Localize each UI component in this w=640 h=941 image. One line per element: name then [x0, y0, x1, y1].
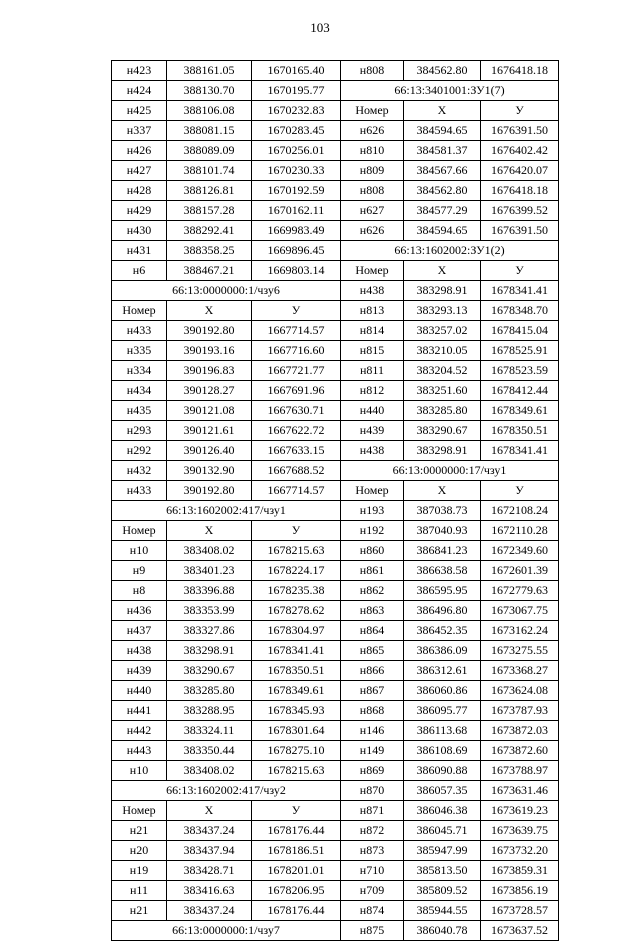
x-coordinate-cell: 383353.99 — [167, 601, 252, 621]
y-coordinate-cell: 1678301.64 — [252, 721, 341, 741]
x-coordinate-cell: 386057.35 — [404, 781, 481, 801]
y-coordinate-cell: 1673872.60 — [481, 741, 559, 761]
point-id-cell: н439 — [112, 661, 167, 681]
x-coordinate-cell: 384581.37 — [404, 141, 481, 161]
x-coordinate-cell: 388126.81 — [167, 181, 252, 201]
point-id-cell: н438 — [112, 641, 167, 661]
x-coordinate-cell: 386113.68 — [404, 721, 481, 741]
y-coordinate-cell: У — [481, 481, 559, 501]
x-coordinate-cell: 388106.08 — [167, 101, 252, 121]
y-coordinate-cell: 1678523.59 — [481, 361, 559, 381]
table-row — [112, 601, 559, 621]
x-coordinate-cell: 384577.29 — [404, 201, 481, 221]
y-coordinate-cell: 1669896.45 — [252, 241, 341, 261]
x-coordinate-cell: 383324.11 — [167, 721, 252, 741]
x-coordinate-cell: 385809.52 — [404, 881, 481, 901]
point-id-cell: н860 — [341, 541, 404, 561]
section-header: 66:13:1602002:ЗУ1(2) — [341, 241, 559, 261]
point-id-cell: н709 — [341, 881, 404, 901]
x-coordinate-cell: 386386.09 — [404, 641, 481, 661]
table-row — [112, 301, 559, 321]
section-header: 66:13:0000000:1/чзу7 — [112, 921, 341, 941]
x-coordinate-cell: 385944.55 — [404, 901, 481, 921]
point-id-cell: н863 — [341, 601, 404, 621]
table-row — [112, 281, 559, 301]
y-coordinate-cell: 1672108.24 — [481, 501, 559, 521]
y-coordinate-cell: 1673619.23 — [481, 801, 559, 821]
table-row — [112, 361, 559, 381]
point-id-cell: н425 — [112, 101, 167, 121]
point-id-cell: н337 — [112, 121, 167, 141]
x-coordinate-cell: X — [167, 301, 252, 321]
y-coordinate-cell: 1678176.44 — [252, 821, 341, 841]
x-coordinate-cell: 383285.80 — [404, 401, 481, 421]
point-id-cell: н20 — [112, 841, 167, 861]
table-row — [112, 701, 559, 721]
point-id-cell: Номер — [341, 261, 404, 281]
y-coordinate-cell: 1678415.04 — [481, 321, 559, 341]
point-id-cell: н861 — [341, 561, 404, 581]
point-id-cell: н814 — [341, 321, 404, 341]
y-coordinate-cell: 1673067.75 — [481, 601, 559, 621]
x-coordinate-cell: 388081.15 — [167, 121, 252, 141]
y-coordinate-cell: 1678349.61 — [252, 681, 341, 701]
table-row — [112, 441, 559, 461]
y-coordinate-cell: 1676391.50 — [481, 121, 559, 141]
coordinates-table — [111, 60, 559, 941]
point-id-cell: н428 — [112, 181, 167, 201]
table-row — [112, 561, 559, 581]
x-coordinate-cell: 388157.28 — [167, 201, 252, 221]
y-coordinate-cell: 1678278.62 — [252, 601, 341, 621]
x-coordinate-cell: X — [167, 801, 252, 821]
point-id-cell: н809 — [341, 161, 404, 181]
x-coordinate-cell: 383298.91 — [404, 441, 481, 461]
x-coordinate-cell: 383350.44 — [167, 741, 252, 761]
x-coordinate-cell: 390196.83 — [167, 361, 252, 381]
point-id-cell: н440 — [341, 401, 404, 421]
table-row — [112, 161, 559, 181]
point-id-cell: н443 — [112, 741, 167, 761]
x-coordinate-cell: 386046.38 — [404, 801, 481, 821]
table-row — [112, 321, 559, 341]
point-id-cell: н435 — [112, 401, 167, 421]
y-coordinate-cell: 1678525.91 — [481, 341, 559, 361]
table-row — [112, 861, 559, 881]
point-id-cell: н293 — [112, 421, 167, 441]
x-coordinate-cell: 386452.35 — [404, 621, 481, 641]
point-id-cell: н812 — [341, 381, 404, 401]
point-id-cell: н865 — [341, 641, 404, 661]
y-coordinate-cell: 1673872.03 — [481, 721, 559, 741]
y-coordinate-cell: 1673732.20 — [481, 841, 559, 861]
y-coordinate-cell: 1678348.70 — [481, 301, 559, 321]
y-coordinate-cell: 1678235.38 — [252, 581, 341, 601]
x-coordinate-cell: 387038.73 — [404, 501, 481, 521]
point-id-cell: н874 — [341, 901, 404, 921]
x-coordinate-cell: 383401.23 — [167, 561, 252, 581]
point-id-cell: н872 — [341, 821, 404, 841]
x-coordinate-cell: 383428.71 — [167, 861, 252, 881]
y-coordinate-cell: 1678412.44 — [481, 381, 559, 401]
y-coordinate-cell: 1670195.77 — [252, 81, 341, 101]
x-coordinate-cell: 386841.23 — [404, 541, 481, 561]
x-coordinate-cell: 383408.02 — [167, 761, 252, 781]
x-coordinate-cell: 383327.86 — [167, 621, 252, 641]
table-row — [112, 541, 559, 561]
x-coordinate-cell: 383293.13 — [404, 301, 481, 321]
point-id-cell: н867 — [341, 681, 404, 701]
table-row — [112, 121, 559, 141]
y-coordinate-cell: 1669803.14 — [252, 261, 341, 281]
x-coordinate-cell: 386108.69 — [404, 741, 481, 761]
x-coordinate-cell: 383288.95 — [167, 701, 252, 721]
x-coordinate-cell: 390121.61 — [167, 421, 252, 441]
table-row — [112, 881, 559, 901]
x-coordinate-cell: 383285.80 — [167, 681, 252, 701]
y-coordinate-cell: 1667622.72 — [252, 421, 341, 441]
y-coordinate-cell: 1676418.18 — [481, 61, 559, 81]
table-row — [112, 341, 559, 361]
x-coordinate-cell: 384562.80 — [404, 61, 481, 81]
point-id-cell: н866 — [341, 661, 404, 681]
point-id-cell: н146 — [341, 721, 404, 741]
table-row — [112, 181, 559, 201]
x-coordinate-cell: 390126.40 — [167, 441, 252, 461]
x-coordinate-cell: 383257.02 — [404, 321, 481, 341]
x-coordinate-cell: 384594.65 — [404, 121, 481, 141]
point-id-cell: н862 — [341, 581, 404, 601]
table-row — [112, 681, 559, 701]
table-row — [112, 921, 559, 941]
point-id-cell: н433 — [112, 321, 167, 341]
y-coordinate-cell: 1667691.96 — [252, 381, 341, 401]
point-id-cell: н19 — [112, 861, 167, 881]
point-id-cell: н869 — [341, 761, 404, 781]
x-coordinate-cell: 388130.70 — [167, 81, 252, 101]
x-coordinate-cell: 385813.50 — [404, 861, 481, 881]
point-id-cell: н427 — [112, 161, 167, 181]
y-coordinate-cell: 1678224.17 — [252, 561, 341, 581]
point-id-cell: Номер — [112, 801, 167, 821]
point-id-cell: н870 — [341, 781, 404, 801]
y-coordinate-cell: 1678341.41 — [252, 641, 341, 661]
x-coordinate-cell: X — [167, 521, 252, 541]
x-coordinate-cell: 386595.95 — [404, 581, 481, 601]
section-header: 66:13:0000000:17/чзу1 — [341, 461, 559, 481]
x-coordinate-cell: 390128.27 — [167, 381, 252, 401]
point-id-cell: н438 — [341, 441, 404, 461]
y-coordinate-cell: 1676391.50 — [481, 221, 559, 241]
x-coordinate-cell: 386060.86 — [404, 681, 481, 701]
table-row — [112, 801, 559, 821]
x-coordinate-cell: 384562.80 — [404, 181, 481, 201]
y-coordinate-cell: 1676418.18 — [481, 181, 559, 201]
x-coordinate-cell: X — [404, 101, 481, 121]
x-coordinate-cell: 383437.94 — [167, 841, 252, 861]
y-coordinate-cell: 1667721.77 — [252, 361, 341, 381]
x-coordinate-cell: 386090.88 — [404, 761, 481, 781]
point-id-cell: н21 — [112, 821, 167, 841]
table-row — [112, 61, 559, 81]
x-coordinate-cell: 388358.25 — [167, 241, 252, 261]
point-id-cell: н871 — [341, 801, 404, 821]
x-coordinate-cell: 386040.78 — [404, 921, 481, 941]
x-coordinate-cell: 384594.65 — [404, 221, 481, 241]
point-id-cell: н437 — [112, 621, 167, 641]
table-row — [112, 841, 559, 861]
y-coordinate-cell: 1667714.57 — [252, 481, 341, 501]
table-row — [112, 741, 559, 761]
point-id-cell: н873 — [341, 841, 404, 861]
x-coordinate-cell: 383437.24 — [167, 901, 252, 921]
x-coordinate-cell: 390132.90 — [167, 461, 252, 481]
point-id-cell: н808 — [341, 181, 404, 201]
point-id-cell: н429 — [112, 201, 167, 221]
table-row — [112, 781, 559, 801]
table-row — [112, 421, 559, 441]
y-coordinate-cell: 1667688.52 — [252, 461, 341, 481]
table-row — [112, 221, 559, 241]
point-id-cell: н21 — [112, 901, 167, 921]
point-id-cell: н423 — [112, 61, 167, 81]
table-row — [112, 761, 559, 781]
point-id-cell: н868 — [341, 701, 404, 721]
y-coordinate-cell: 1676402.42 — [481, 141, 559, 161]
point-id-cell: н813 — [341, 301, 404, 321]
table-row — [112, 141, 559, 161]
y-coordinate-cell: У — [481, 101, 559, 121]
x-coordinate-cell: 388467.21 — [167, 261, 252, 281]
x-coordinate-cell: 386095.77 — [404, 701, 481, 721]
x-coordinate-cell: 383204.52 — [404, 361, 481, 381]
y-coordinate-cell: 1670232.83 — [252, 101, 341, 121]
y-coordinate-cell: 1672779.63 — [481, 581, 559, 601]
x-coordinate-cell: 390121.08 — [167, 401, 252, 421]
point-id-cell: н424 — [112, 81, 167, 101]
table-row — [112, 461, 559, 481]
x-coordinate-cell: 383437.24 — [167, 821, 252, 841]
point-id-cell: н442 — [112, 721, 167, 741]
y-coordinate-cell: 1678341.41 — [481, 281, 559, 301]
point-id-cell: н9 — [112, 561, 167, 581]
table-row — [112, 721, 559, 741]
x-coordinate-cell: 383416.63 — [167, 881, 252, 901]
point-id-cell: н436 — [112, 601, 167, 621]
point-id-cell: н335 — [112, 341, 167, 361]
table-row — [112, 261, 559, 281]
point-id-cell: н434 — [112, 381, 167, 401]
y-coordinate-cell: 1673856.19 — [481, 881, 559, 901]
page-number: 103 — [310, 20, 330, 35]
point-id-cell: н432 — [112, 461, 167, 481]
y-coordinate-cell: 1667714.57 — [252, 321, 341, 341]
table-row — [112, 641, 559, 661]
point-id-cell: н440 — [112, 681, 167, 701]
y-coordinate-cell: 1670162.11 — [252, 201, 341, 221]
point-id-cell: н626 — [341, 221, 404, 241]
y-coordinate-cell: У — [481, 261, 559, 281]
table-row — [112, 581, 559, 601]
x-coordinate-cell: 386638.58 — [404, 561, 481, 581]
y-coordinate-cell: 1678345.93 — [252, 701, 341, 721]
point-id-cell: Номер — [341, 481, 404, 501]
section-header: 66:13:1602002:417/чзу2 — [112, 781, 341, 801]
x-coordinate-cell: 390192.80 — [167, 481, 252, 501]
table-row — [112, 621, 559, 641]
x-coordinate-cell: 386496.80 — [404, 601, 481, 621]
x-coordinate-cell: 383251.60 — [404, 381, 481, 401]
y-coordinate-cell: 1673637.52 — [481, 921, 559, 941]
section-header: 66:13:0000000:1/чзу6 — [112, 281, 341, 301]
y-coordinate-cell: 1673162.24 — [481, 621, 559, 641]
y-coordinate-cell: 1673859.31 — [481, 861, 559, 881]
point-id-cell: н6 — [112, 261, 167, 281]
y-coordinate-cell: 1678349.61 — [481, 401, 559, 421]
y-coordinate-cell: 1678350.51 — [252, 661, 341, 681]
section-header: 66:13:1602002:417/чзу1 — [112, 501, 341, 521]
point-id-cell: н292 — [112, 441, 167, 461]
point-id-cell: н808 — [341, 61, 404, 81]
y-coordinate-cell: 1673788.97 — [481, 761, 559, 781]
x-coordinate-cell: 388101.74 — [167, 161, 252, 181]
y-coordinate-cell: 1673275.55 — [481, 641, 559, 661]
section-header: 66:13:3401001:ЗУ1(7) — [341, 81, 559, 101]
y-coordinate-cell: 1672349.60 — [481, 541, 559, 561]
y-coordinate-cell: 1667716.60 — [252, 341, 341, 361]
y-coordinate-cell: 1669983.49 — [252, 221, 341, 241]
point-id-cell: Номер — [112, 301, 167, 321]
point-id-cell: Номер — [112, 521, 167, 541]
x-coordinate-cell: 383408.02 — [167, 541, 252, 561]
y-coordinate-cell: 1678341.41 — [481, 441, 559, 461]
table-row — [112, 401, 559, 421]
y-coordinate-cell: 1678176.44 — [252, 901, 341, 921]
y-coordinate-cell: 1667633.15 — [252, 441, 341, 461]
x-coordinate-cell: 386045.71 — [404, 821, 481, 841]
x-coordinate-cell: 383290.67 — [167, 661, 252, 681]
table-row — [112, 81, 559, 101]
y-coordinate-cell: 1673639.75 — [481, 821, 559, 841]
x-coordinate-cell: 390193.16 — [167, 341, 252, 361]
x-coordinate-cell: 387040.93 — [404, 521, 481, 541]
table-row — [112, 821, 559, 841]
table-row — [112, 241, 559, 261]
x-coordinate-cell: 383396.88 — [167, 581, 252, 601]
table-row — [112, 661, 559, 681]
y-coordinate-cell: 1670192.59 — [252, 181, 341, 201]
point-id-cell: н438 — [341, 281, 404, 301]
x-coordinate-cell: 390192.80 — [167, 321, 252, 341]
y-coordinate-cell: 1678350.51 — [481, 421, 559, 441]
y-coordinate-cell: 1673624.08 — [481, 681, 559, 701]
point-id-cell: н11 — [112, 881, 167, 901]
point-id-cell: н875 — [341, 921, 404, 941]
point-id-cell: н430 — [112, 221, 167, 241]
point-id-cell: н433 — [112, 481, 167, 501]
y-coordinate-cell: 1676420.07 — [481, 161, 559, 181]
x-coordinate-cell: 385947.99 — [404, 841, 481, 861]
table-row — [112, 521, 559, 541]
y-coordinate-cell: 1678275.10 — [252, 741, 341, 761]
point-id-cell: н815 — [341, 341, 404, 361]
x-coordinate-cell: 388089.09 — [167, 141, 252, 161]
table-row — [112, 201, 559, 221]
table-row — [112, 901, 559, 921]
point-id-cell: н864 — [341, 621, 404, 641]
point-id-cell: н10 — [112, 541, 167, 561]
x-coordinate-cell: 383210.05 — [404, 341, 481, 361]
y-coordinate-cell: 1678215.63 — [252, 761, 341, 781]
y-coordinate-cell: 1670283.45 — [252, 121, 341, 141]
point-id-cell: н439 — [341, 421, 404, 441]
point-id-cell: н149 — [341, 741, 404, 761]
coordinates-table-body — [112, 61, 559, 941]
x-coordinate-cell: 384567.66 — [404, 161, 481, 181]
x-coordinate-cell: 383298.91 — [167, 641, 252, 661]
y-coordinate-cell: 1672601.39 — [481, 561, 559, 581]
y-coordinate-cell: 1667630.71 — [252, 401, 341, 421]
x-coordinate-cell: X — [404, 261, 481, 281]
x-coordinate-cell: 383290.67 — [404, 421, 481, 441]
point-id-cell: н431 — [112, 241, 167, 261]
y-coordinate-cell: У — [252, 301, 341, 321]
y-coordinate-cell: У — [252, 801, 341, 821]
x-coordinate-cell: 386312.61 — [404, 661, 481, 681]
y-coordinate-cell: 1678186.51 — [252, 841, 341, 861]
table-row — [112, 101, 559, 121]
point-id-cell: н810 — [341, 141, 404, 161]
x-coordinate-cell: X — [404, 481, 481, 501]
y-coordinate-cell: 1678215.63 — [252, 541, 341, 561]
point-id-cell: н10 — [112, 761, 167, 781]
point-id-cell: н192 — [341, 521, 404, 541]
y-coordinate-cell: 1670256.01 — [252, 141, 341, 161]
y-coordinate-cell: У — [252, 521, 341, 541]
table-row — [112, 481, 559, 501]
y-coordinate-cell: 1673368.27 — [481, 661, 559, 681]
point-id-cell: н710 — [341, 861, 404, 881]
y-coordinate-cell: 1673728.57 — [481, 901, 559, 921]
point-id-cell: Номер — [341, 101, 404, 121]
y-coordinate-cell: 1672110.28 — [481, 521, 559, 541]
point-id-cell: н441 — [112, 701, 167, 721]
y-coordinate-cell: 1678304.97 — [252, 621, 341, 641]
point-id-cell: н811 — [341, 361, 404, 381]
y-coordinate-cell: 1673787.93 — [481, 701, 559, 721]
x-coordinate-cell: 388292.41 — [167, 221, 252, 241]
x-coordinate-cell: 383298.91 — [404, 281, 481, 301]
table-row — [112, 501, 559, 521]
y-coordinate-cell: 1678206.95 — [252, 881, 341, 901]
point-id-cell: н334 — [112, 361, 167, 381]
y-coordinate-cell: 1673631.46 — [481, 781, 559, 801]
y-coordinate-cell: 1676399.52 — [481, 201, 559, 221]
table-row — [112, 381, 559, 401]
point-id-cell: н627 — [341, 201, 404, 221]
y-coordinate-cell: 1670230.33 — [252, 161, 341, 181]
point-id-cell: н8 — [112, 581, 167, 601]
point-id-cell: н193 — [341, 501, 404, 521]
x-coordinate-cell: 388161.05 — [167, 61, 252, 81]
point-id-cell: н626 — [341, 121, 404, 141]
y-coordinate-cell: 1678201.01 — [252, 861, 341, 881]
y-coordinate-cell: 1670165.40 — [252, 61, 341, 81]
point-id-cell: н426 — [112, 141, 167, 161]
